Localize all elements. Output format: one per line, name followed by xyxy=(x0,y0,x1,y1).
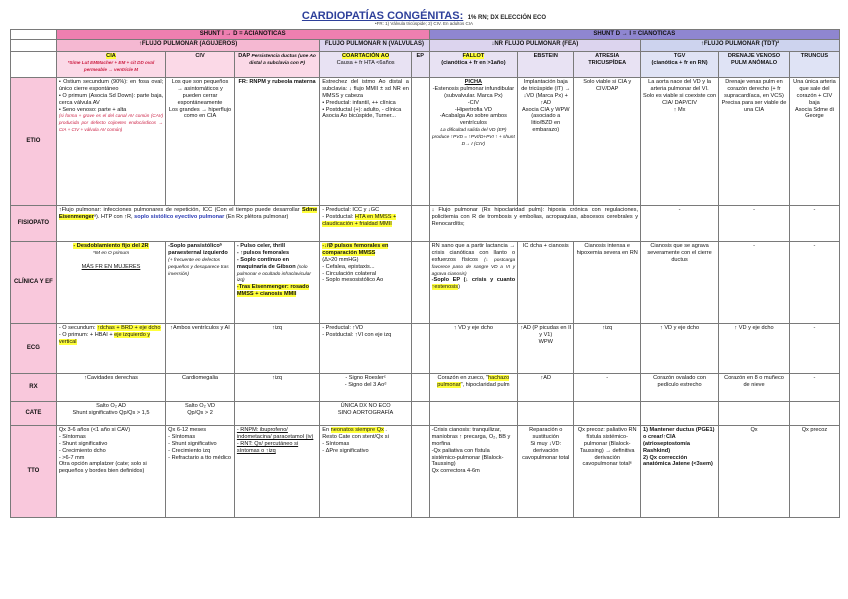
neonatos-highlight: neonatos siempre Qx xyxy=(330,427,384,434)
clinica-drenaje: - xyxy=(719,242,790,324)
tto-civ: Qx 6-12 meses - Síntomas - Shunt significativo - Crecimiento izq - Refractario a tto médico xyxy=(166,426,235,518)
row-label-tto: TTO xyxy=(11,426,57,518)
clinica-fallot xyxy=(429,242,518,324)
clinica-fallot-text: RN sano que a partir lactancia → crisis cianóticas con llanto o esfuerzos físicos xyxy=(431,243,516,263)
cate-truncus xyxy=(789,402,839,426)
etio-fallot-text: -Estenosis pulmonar infundibular (subvalvular. Marca Px) -CIV -Hipertrofia VD -Acabalga Ao sobre ambos ventrículos xyxy=(432,86,515,127)
ecg-dap: ↑izq xyxy=(234,324,319,374)
congenital-heart-table xyxy=(10,29,840,518)
disease-drenaje: DRENAJE VENOSO PULM ANÓMALO xyxy=(719,52,790,78)
etio-cia-small: (si forma + grave es el del canal AV común (CAV) producida por defecto cojinetes endocárdicos → CIA + CIV + válvula AV común) xyxy=(58,113,164,132)
etio-fallot-head: PICHA xyxy=(464,79,483,86)
row-label-fisiopato: FISIOPATO xyxy=(11,206,57,242)
pulsos-femorales-highlight: -↓/Ø pulsos femorales en comparación MMSS xyxy=(322,243,389,257)
clinica-tgv: Cianosis que se agrava severamente con el cierre ductus xyxy=(641,242,719,324)
rx-cia: ↑Cavidades derechas xyxy=(56,374,165,402)
etio-ep xyxy=(411,78,429,206)
cate-drenaje xyxy=(719,402,790,426)
clinica-atresia: Cianosis intensa e hipoxemia severa en RN xyxy=(574,242,641,324)
etio-fallot-small: La dificultad salida del VD (EP) produce ↑PVD = ↑PVI/D+PVI ↑ + shunt D→ I (CIV) xyxy=(431,128,515,147)
row-label-cate: CATE xyxy=(11,402,57,426)
disease-fallot xyxy=(429,52,518,78)
hachazo-highlight: hachazo pulmonar xyxy=(437,375,510,389)
cate-ep xyxy=(411,402,429,426)
clinica-coartacion-text: (Δ>20 mmHG) - Cefalea, epistaxis... - Circulación colateral - Soplo mesosistólico Ao xyxy=(322,256,384,284)
tto-dap xyxy=(234,426,319,518)
dap-note: Persistencia ductus (une Ao distal a subclavia con P) xyxy=(249,54,316,67)
cate-tgv xyxy=(641,402,719,426)
rx-ebstein: ↑AD xyxy=(518,374,574,402)
ecg-drenaje: ↑ VD y eje dcho xyxy=(719,324,790,374)
tto-coartacion-text: En xyxy=(322,427,331,434)
clinica-truncus: - xyxy=(789,242,839,324)
flow-normal-header: FLUJO PULMONAR N (VALVULAS) xyxy=(320,40,429,52)
fisiopato-truncus: - xyxy=(789,206,839,242)
tto-fallot: -Crisis cianosis: tranquilizar, maniobras ↑ precarga, O₂, BB y morfina -Qx paliativa con fístula sistémico-pulmonar (Blalock-Taussing) Qx correctora 4-6m xyxy=(429,426,518,518)
disease-atresia: ATRESIA TRICUSPÍDEA xyxy=(574,52,641,78)
cate-coartacion: ÚNICA DX NO ECO SINO AORTOGRAFÍA xyxy=(320,402,412,426)
flow-decreased-header: ↓NR FLUJO PULMONAR (FEA) xyxy=(429,40,640,52)
ecg-civ: ↑Ambos ventrículos y AI xyxy=(166,324,235,374)
rx-fallot-text-2: ", hipoclaridad pulm xyxy=(460,382,510,389)
disease-ebstein: EBSTEIN xyxy=(518,52,574,78)
etio-dap: FR: RNPM y rubeola materna xyxy=(234,78,319,206)
disease-cia xyxy=(56,52,165,78)
etio-cia xyxy=(56,78,165,206)
fisiopato-drenaje: - xyxy=(719,206,790,242)
shunt-left-header: SHUNT I → D = ACIANÓTICAS xyxy=(56,30,429,40)
tto-coartacion xyxy=(320,426,412,518)
fisiopato-right: ↓ Flujo pulmonar (Rx hipoclaridad pulm): hipoxia crónica con regulaciones, policitemia con R de trombosis y embolias, acropaquias, abscesos cerebrales y Renocardítis; xyxy=(429,206,640,242)
clinica-civ-text: -Soplo pansistólicoᵇ paraesternal izquierdo xyxy=(168,243,228,257)
corner-cell xyxy=(11,52,57,78)
cate-civ: Salto O₂ VD Qp/Qs > 2 xyxy=(166,402,235,426)
etio-ebstein: Implantación baja de tricúspide (IT) → ↓VD (Marca Px) + ↑AD Asocia CIA y WPW (asociado a litio/BZD en embarazo) xyxy=(518,78,574,206)
page-subtitle: 1% RN; DX ELECCIÓN ECO xyxy=(467,15,547,21)
etio-civ: Los que son pequeños → asintomáticos y pueden cerrar espontáneamente Los grandes → hiperflujo como en CIA xyxy=(166,78,235,206)
tto-coartacion-text-2: . Resto xyxy=(322,427,387,441)
ecg-ebstein: ↑AD (P picudas en II y V1) WPW xyxy=(518,324,574,374)
fisiopato-coartacion xyxy=(320,206,412,242)
disease-coartacion xyxy=(320,52,412,78)
row-label-clinica: CLÍNICA Y EF xyxy=(11,242,57,324)
etio-truncus: Una única arteria que sale del corazón + CIV baja Asocia Sdme di George xyxy=(789,78,839,206)
ecg-fallot: ↑ VD y eje dcho xyxy=(429,324,518,374)
fisiopato-ep xyxy=(411,206,429,242)
fisiopato-tgv: - xyxy=(641,206,719,242)
ecg-dchas-highlight: ↑dchas + BRD + eje dcho xyxy=(97,325,161,332)
fallot-note: (cianótica + fr en >1año) xyxy=(441,60,506,67)
clinica-civ xyxy=(166,242,235,324)
cate-dap xyxy=(234,402,319,426)
rx-dap: ↑izq xyxy=(234,374,319,402)
ecg-atresia: ↑izq xyxy=(574,324,641,374)
coartacion-note: Causa + fr HTA <6años xyxy=(336,60,395,67)
row-label-ecg: ECG xyxy=(11,324,57,374)
row-label-etio: ETIO xyxy=(11,78,57,206)
clinica-ebstein: IC dcha + cianosis xyxy=(518,242,574,324)
tto-truncus: Qx precoz xyxy=(789,426,839,518)
clinica-dap-text: - Pulso celer, thrill - ↑pulsos femorales - Soplo continuo en maquinaria de Gibson xyxy=(236,243,296,270)
rx-fallot xyxy=(429,374,518,402)
etio-coartacion: Estrechez del istmo Ao distal a subclavia: ↓ flujo MMII ± sd NR en MMSS y cabeza • Preductal: infantil, ++ clínica • Postductal (+): adulto, - clínica Asocia Ao bicúspide, Turner... xyxy=(320,78,412,206)
clinica-dap-small: (solo pulmonar e ocultado infraclavicular izq) xyxy=(236,264,311,284)
disease-truncus: TRUNCUS xyxy=(789,52,839,78)
rx-truncus: - xyxy=(789,374,839,402)
etio-drenaje: Drenaje venas pulm en corazón derecho (+ fr supracardíaca, en VCS) Precisa para ser viable de una CIA xyxy=(719,78,790,206)
fisiopato-coartacion-text: - Preductal: ICC y ↓GC - Postductal: xyxy=(322,207,380,221)
cia-note: *Síme Lut EMMacher + EM + cit DD oval permeable → ventricle M xyxy=(67,60,155,72)
disease-tgv xyxy=(641,52,719,78)
clinica-coartacion xyxy=(320,242,412,324)
cia-name: CIA xyxy=(106,53,116,60)
flow-increased-right-header: ↑FLUJO PULMONAR (TDT)² xyxy=(641,40,840,52)
row-label-rx: RX xyxy=(11,374,57,402)
corner-cell xyxy=(11,40,57,52)
etio-tgv: La aorta nace del VD y la arteria pulmonar del VI. Solo es viable si coexiste con CIA/ DAP/CIV ↑ Mx xyxy=(641,78,719,206)
eisenmenger-cianosis-highlight: -Tras Eisenmenger: rosado MMSS + cianosis MMII xyxy=(236,284,309,298)
ecg-cia-text-2: - O primum: + HBAI + xyxy=(58,332,113,339)
ecg-cia-text: - O secundum: xyxy=(58,325,98,332)
fisiopato-left-text-2: ᵃ). HTP con ↑R, xyxy=(93,214,135,221)
tto-drenaje: Qx xyxy=(719,426,790,518)
tto-coartacion-text-3: Cate con stent/Qx si - Síntomas - ΔPre significativo xyxy=(322,434,389,454)
tto-tgv: 1) Mantener ductus (PGE1) o crear/↑CIA (atrioseptostomía Rashkind) 2) Qx corrección anatómica Jatene (<3sem) xyxy=(641,426,719,518)
flow-increased-left-header: ↑FLUJO PULMONAR (AGUJEROS) xyxy=(56,40,319,52)
cate-atresia xyxy=(574,402,641,426)
rx-fallot-text: Corazón en zueco, " xyxy=(437,375,489,382)
ecg-izq-highlight: eje izquierdo y vertical xyxy=(58,332,151,345)
rx-atresia: - xyxy=(574,374,641,402)
rx-coartacion: - Signo Roeslerᶜ - Signo del 3 Aoᵈ xyxy=(320,374,412,402)
tto-dap-rnt: - RNT: Qx/ percutáneo si síntomas o ↑izq xyxy=(236,440,299,454)
fisiopato-left xyxy=(56,206,319,242)
desdoblamiento-highlight: - Desdoblamiento fijo del 2R xyxy=(73,243,149,250)
tgv-name: TGV xyxy=(673,53,686,60)
tto-ebstein: Reparación o sustitución Si muy ↓VD: derivación cavopulmonar total xyxy=(518,426,574,518)
rx-drenaje: Corazón en 8 o muñeco de nieve xyxy=(719,374,790,402)
coartacion-name: COARTACIÓN AO xyxy=(341,53,390,60)
ecg-cia xyxy=(56,324,165,374)
corner-cell xyxy=(11,30,57,40)
dap-name: DAP xyxy=(238,53,250,60)
clinica-dap xyxy=(234,242,319,324)
estenosis-highlight: ↑estenosis xyxy=(431,284,459,291)
ecg-coartacion: - Preductal: ↑VD - Postductal: ↑VI con eje izq xyxy=(320,324,412,374)
tto-atresia: Qx precoz: paliativo RN fístula sistémico-pulmonar (Blalock-Taussing) → definitiva derivación cavopulmonar totalᵉ xyxy=(574,426,641,518)
rx-ep xyxy=(411,374,429,402)
fisiopato-left-text: ↑Flujo pulmonar: infecciones pulmonares de repetición, ICC (Con el tiempo puede desarrollar xyxy=(58,207,303,214)
ecg-ep xyxy=(411,324,429,374)
disease-civ: CIV xyxy=(166,52,235,78)
etio-cia-text: • Ostium secundum (90%): en fosa oval; único cierre espontáneo • O primum (Asocia Sd Down): parte baja, cerca válvula AV • Seno venoso: parte + alta xyxy=(58,79,164,113)
etio-atresia: Solo viable si CIA y CIV/DAP xyxy=(574,78,641,206)
page-note: •FR: 1) Válvula tricúspide; 2) CIV. En adultos CIA xyxy=(375,21,473,26)
fallot-name: FALLOT xyxy=(462,53,485,60)
clinica-fallot-soplo: -Soplo EP (↓ crisis y cuanto xyxy=(431,277,516,284)
etio-fallot xyxy=(429,78,518,206)
clinica-ep xyxy=(411,242,429,324)
cate-ebstein xyxy=(518,402,574,426)
clinica-cia-note: *IM en O primum xyxy=(92,251,130,257)
tto-ep xyxy=(411,426,429,518)
disease-ep: EP xyxy=(411,52,429,78)
tgv-note: (cianótica + fr en RN) xyxy=(651,60,708,67)
ecg-tgv: ↑ VD y eje dcho xyxy=(641,324,719,374)
clinica-fallot-small: (↓ postcarga favorece paso de sangre VD a VI y agrava cianosis) xyxy=(431,257,516,277)
page-title: CARDIOPATÍAS CONGÉNITAS: xyxy=(301,10,464,22)
clinica-cia-mujeres: MÁS FR EN MUJERES xyxy=(81,263,141,270)
clinica-fallot-close: ) xyxy=(458,284,460,291)
hta-highlight: HTA en MMSS + claudicación + frialdad MMII xyxy=(322,214,397,227)
shunt-right-header: SHUNT D → I = CIANÓTICAS xyxy=(429,30,839,40)
clinica-civ-small: (+ frecuente en defectos pequeños y desaparece tras inversión) xyxy=(168,257,229,277)
rx-tgv: Corazón ovalado con pedículo estrecho xyxy=(641,374,719,402)
eisenmenger-highlight: Sdme Eisenmenger xyxy=(58,207,318,221)
tto-cia: Qx 3-6 años (<1 año si CAV) - Síntomas - Shunt significativo - Crecimiento dcho - >6-7 mm Otra opción amplatzer (cate; solo si pequeños y bordes bien definidos) xyxy=(56,426,165,518)
cate-cia: Salto O₂ AD Shunt significativo Qp/Qs > 1,5 xyxy=(56,402,165,426)
fisiopato-left-text-3: (En Rx plétora pulmonar) xyxy=(224,214,289,221)
ecg-truncus: - xyxy=(789,324,839,374)
rx-civ: Cardiomegalia xyxy=(166,374,235,402)
disease-dap xyxy=(234,52,319,78)
soplo-sistolico-text: soplo sistólico eyectivo pulmonar xyxy=(134,214,225,221)
cate-fallot xyxy=(429,402,518,426)
tto-dap-rnpm: - RNPM: ibuprofeno/ indometacina/ paracetamol (iv) xyxy=(236,427,314,441)
clinica-cia xyxy=(56,242,165,324)
